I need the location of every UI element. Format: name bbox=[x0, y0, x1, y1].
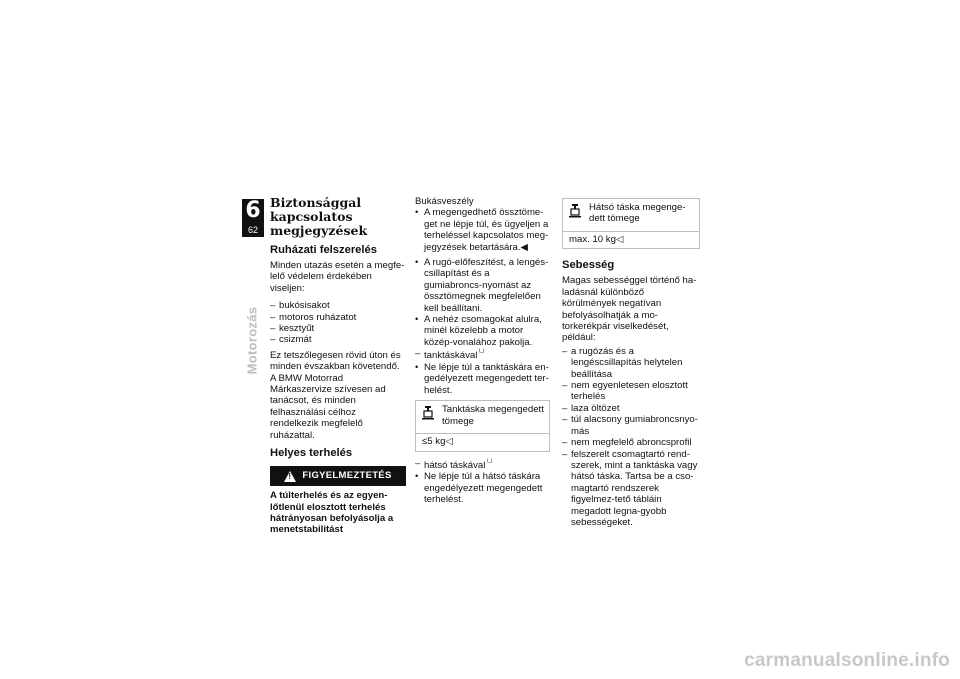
list-item bbox=[415, 348, 550, 362]
weight-icon bbox=[569, 202, 583, 228]
rear-list bbox=[415, 458, 550, 506]
list-item: – a rugózás és a lengéscsillapítás helytelen beállítása bbox=[562, 346, 700, 380]
list-item: – bukósisakot bbox=[270, 300, 406, 311]
list-item: • A rugó-előfeszítést, a lengés-csillapítást és a gumiabroncs-nyomást az össztömegnek megfelelően kell beállítani. bbox=[415, 257, 550, 314]
heading-clothing: Ruházati felszerelés bbox=[270, 244, 377, 256]
column-2 bbox=[415, 196, 550, 509]
load-list bbox=[415, 207, 550, 253]
spec-header bbox=[416, 401, 549, 434]
accident-label: Bukásveszély bbox=[415, 196, 474, 207]
heading-speed: Sebesség bbox=[562, 259, 615, 272]
list-item: – csizmát bbox=[270, 334, 406, 345]
spec-header bbox=[563, 199, 699, 232]
list-item: – nem egyenletesen elosztott terhelés bbox=[562, 380, 700, 403]
chapter-tab bbox=[242, 199, 264, 237]
rear-bag-label: hátsó táskával bbox=[424, 459, 486, 471]
warning-label: FIGYELMEZTETÉS bbox=[302, 470, 392, 482]
warning-text: A túlterhelés és az egyen-lőtlenül elosztott terhelés hátrányosan befolyásolja a menetstabilitást bbox=[270, 490, 394, 536]
speed-list bbox=[562, 346, 700, 529]
weight-icon bbox=[422, 404, 436, 430]
list-item bbox=[415, 458, 550, 472]
list-item: • A megengedhető össztöme-get ne lépje túl, és ügyeljen a terheléssel kapcsolatos meg-jegyzések betartására.◀ bbox=[415, 207, 550, 253]
list-item: – nem megfelelő abroncsprofil bbox=[562, 437, 700, 448]
equipment-marker-icon: └┘ bbox=[477, 350, 486, 357]
page-title: Biztonsággal kapcsolatos megjegyzések bbox=[270, 195, 368, 238]
spec-label: Hátsó táska megenge-dett tömege bbox=[589, 202, 686, 225]
list-item: • Ne lépje túl a tanktáskára en-gedélyezett megengedett ter-helést. bbox=[415, 362, 550, 396]
load-list-2 bbox=[415, 257, 550, 396]
warning-banner bbox=[270, 466, 406, 486]
spec-table-tank bbox=[415, 400, 550, 451]
spec-table-rear bbox=[562, 198, 700, 249]
watermark: carmanualsonline.info bbox=[744, 650, 950, 671]
warning-icon bbox=[284, 471, 296, 482]
list-item: – felszerelt csomagtartó rend-szerek, mint a tanktáska vagy hátsó táska. Tartsa be a cso-magtartó rendszerek figyelmez-tető tábláin megadott legna-gyobb sebességeket. bbox=[562, 449, 700, 529]
page-number: 62 bbox=[247, 225, 258, 235]
spec-value: ≤5 kg◁ bbox=[422, 436, 453, 448]
spec-value: max. 10 kg◁ bbox=[569, 234, 624, 245]
list-item: – túl alacsony gumiabroncsnyo-más bbox=[562, 414, 700, 437]
section-title: Motorozás bbox=[244, 306, 260, 375]
list-item: • A nehéz csomagokat alulra, minél közelebb a motor közép-vonalához pakolja. bbox=[415, 314, 550, 348]
tank-bag-label: tanktáskával bbox=[424, 350, 478, 362]
chapter-number: 6 bbox=[245, 198, 261, 223]
clothing-intro: Minden utazás esetén a megfe-lelő védelem érdekében viseljen: bbox=[270, 260, 405, 294]
list-item: • Ne lépje túl a hátsó táskára engedélyezett megengedett terhelést. bbox=[415, 471, 550, 505]
clothing-list bbox=[270, 300, 406, 346]
column-1 bbox=[270, 196, 406, 536]
equipment-marker-icon: └┘ bbox=[485, 459, 494, 466]
list-item: – motoros ruházatot bbox=[270, 312, 406, 323]
dealer-paragraph: Ez tetszőlegesen rövid úton és minden évszakban követendő. A BMW Motorrad Márkaszervize szívesen ad tanácsot, és minden felhasználási célhoz rendelkezik megfelelő ruházattal. bbox=[270, 349, 401, 441]
spec-label: Tanktáska megengedett tömege bbox=[442, 404, 544, 427]
column-3 bbox=[562, 196, 700, 532]
list-item: – laza öltözet bbox=[562, 403, 700, 414]
speed-intro: Magas sebességgel történő ha-ladásnál különböző körülmények negatívan befolyásolhatják a mo-torkerékpár viselkedését, például: bbox=[562, 275, 697, 344]
heading-load: Helyes terhelés bbox=[270, 447, 353, 460]
list-item: – kesztyűt bbox=[270, 323, 406, 334]
